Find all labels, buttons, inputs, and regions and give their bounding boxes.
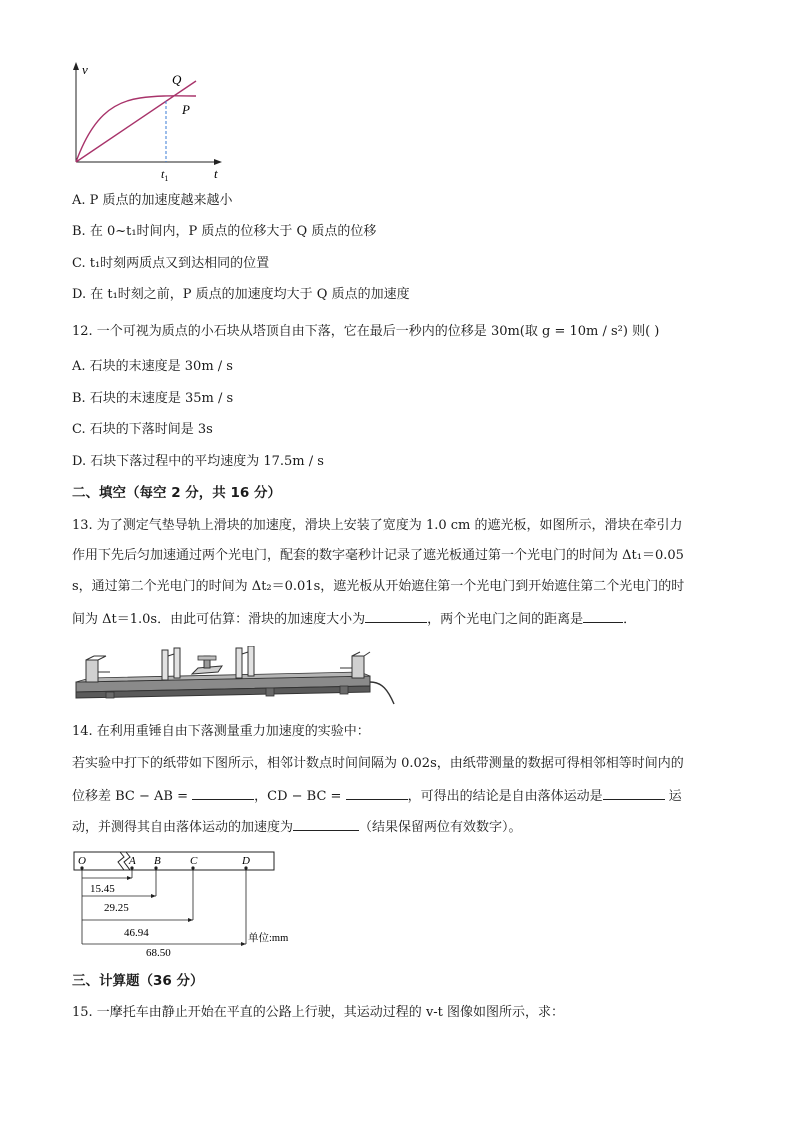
q11-option-c: C. t₁时刻两质点又到达相同的位置 xyxy=(72,256,270,271)
q13-line3: s，通过第二个光电门的时间为 Δt₂＝0.01s，遮光板从开始遮住第一个光电门到开始遮住第二个光电门的时 xyxy=(72,579,685,594)
tape-distance-od: 68.50 xyxy=(146,947,171,958)
q13-line4-text-a: 间为 Δt＝1.0s．由此可估算：滑块的加速度大小为 xyxy=(72,612,366,627)
q14-line3-text-b: ，CD − BC = xyxy=(254,789,342,804)
q13-line4-text-b: ，两个光电门之间的距离是 xyxy=(427,612,584,627)
section3-heading: 三、计算题（36 分） xyxy=(72,973,204,989)
q12-option-c: C. 石块的下落时间是 3s xyxy=(72,422,213,437)
y-axis-label: v xyxy=(82,62,88,77)
x-axis-arrow xyxy=(214,159,222,165)
q14-blank-bc-ab[interactable] xyxy=(192,785,254,800)
q12-option-b: B. 石块的末速度是 35m / s xyxy=(72,391,234,406)
q13-blank-distance[interactable] xyxy=(583,608,623,623)
y-axis-arrow xyxy=(73,62,79,70)
curve-p xyxy=(76,96,196,162)
q14-line3-text-a: 位移差 BC − AB = xyxy=(72,789,188,804)
q12-stem: 12. 一个可视为质点的小石块从塔顶自由下落，它在最后一秒内的位移是 30m(取 g = 10m / s²) 则( ) xyxy=(72,324,660,339)
air-track-illustration xyxy=(70,646,400,708)
q11-option-b: B. 在 0~t₁时间内，P 质点的位移大于 Q 质点的位移 xyxy=(72,224,377,239)
q14-line1: 14. 在利用重锤自由下落测量重力加速度的实验中： xyxy=(72,724,370,739)
q11-option-a: A. P 质点的加速度越来越小 xyxy=(72,193,233,208)
tape-distance-ob: 29.25 xyxy=(104,902,129,914)
q14-blank-motion-type[interactable] xyxy=(603,785,665,800)
paper-tape-diagram xyxy=(70,848,310,958)
q14-line3-text-c: ，可得出的结论是自由落体运动是 xyxy=(407,789,603,804)
tape-distance-oa: 15.45 xyxy=(90,883,115,895)
tape-label-c: C xyxy=(190,855,198,867)
curve-p-label: P xyxy=(182,102,190,117)
tape-label-d: D xyxy=(242,855,250,867)
q12-option-d: D. 石块下落过程中的平均速度为 17.5m / s xyxy=(72,454,324,469)
tape-label-o: O xyxy=(78,855,86,867)
tape-unit: 单位:mm xyxy=(248,933,289,944)
q14-line4-text-a: 动，并测得其自由落体运动的加速度为 xyxy=(72,820,294,835)
curve-q-label: Q xyxy=(172,72,182,87)
t1-label: $t_1$ xyxy=(161,167,169,183)
curve-q xyxy=(76,81,196,162)
vt-graph xyxy=(60,58,240,184)
x-axis-label: t xyxy=(214,166,218,181)
t1-subscript: 1 xyxy=(164,174,169,183)
q15-line1: 15. 一摩托车由静止开始在平直的公路上行驶，其运动过程的 v-t 图像如图所示，求： xyxy=(72,1005,565,1020)
q14-blank-acceleration[interactable] xyxy=(293,816,359,831)
tape-label-b: B xyxy=(154,855,161,867)
q12-option-a: A. 石块的末速度是 30m / s xyxy=(72,359,233,374)
q13-blank-acceleration[interactable] xyxy=(365,608,427,623)
q11-option-d: D. 在 t₁时刻之前，P 质点的加速度均大于 Q 质点的加速度 xyxy=(72,287,410,302)
q13-line1: 13. 为了测定气垫导轨上滑块的加速度，滑块上安装了宽度为 1.0 cm 的遮光板，如图所示，滑块在牵引力 xyxy=(72,518,683,533)
q14-line2: 若实验中打下的纸带如下图所示，相邻计数点时间间隔为 0.02s，由纸带测量的数据可得相邻相等时间内的 xyxy=(72,756,684,771)
tape-distance-oc: 46.94 xyxy=(124,927,149,939)
q13-line4 xyxy=(72,608,636,630)
q13-line4-text-c: ． xyxy=(623,612,637,627)
section2-heading: 二、填空（每空 2 分，共 16 分） xyxy=(72,485,281,501)
q14-line4 xyxy=(72,816,522,838)
q14-line3 xyxy=(72,785,682,807)
q14-line3-text-d: 运 xyxy=(668,789,682,804)
q14-line4-text-b: （结果保留两位有效数字）。 xyxy=(359,820,522,835)
tape-label-a: A xyxy=(129,855,136,867)
q14-blank-cd-bc[interactable] xyxy=(346,785,408,800)
q13-line2: 作用下先后匀加速通过两个光电门，配套的数字毫秒计记录了遮光板通过第一个光电门的时间为 Δt₁＝0.05 xyxy=(72,548,684,563)
